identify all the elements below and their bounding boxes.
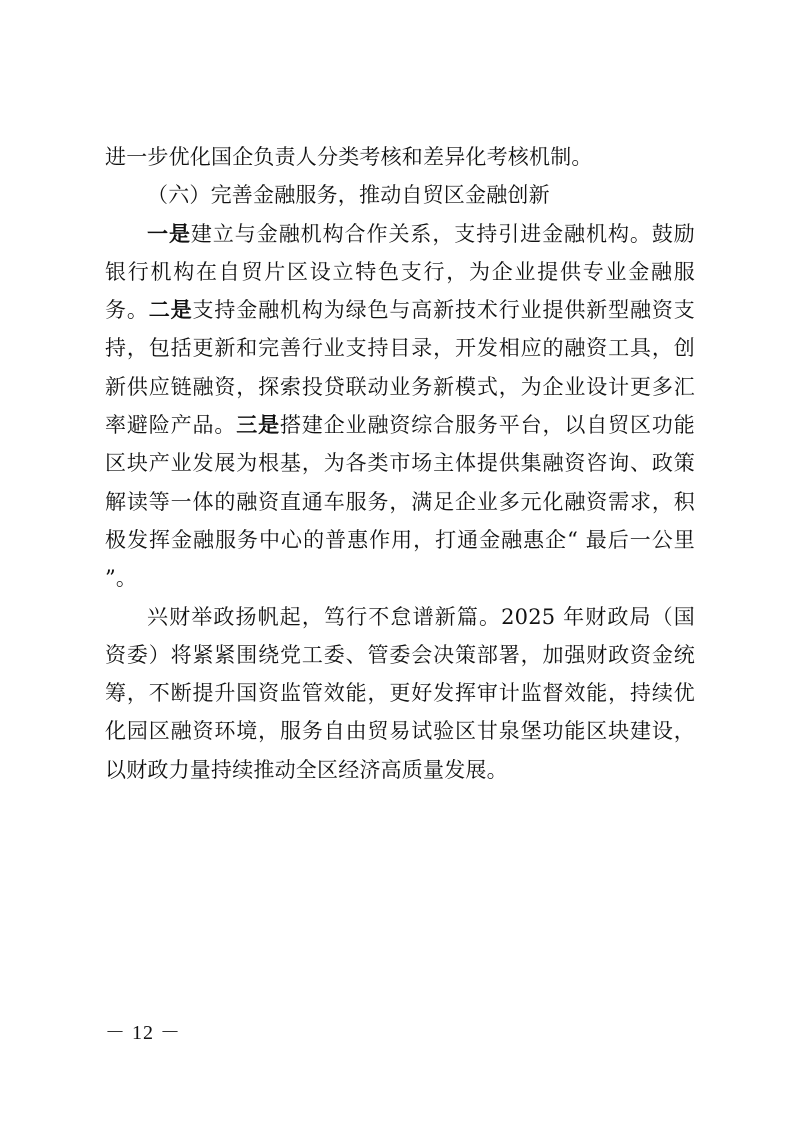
lead-first: 一是 [147, 221, 191, 246]
paragraph-text: 进一步优化国企负责人分类考核和差异化考核机制。 [105, 145, 593, 169]
lead-third: 三是 [236, 413, 281, 438]
paragraph-finance-measures [105, 215, 695, 598]
section-heading-text: （六）完善金融服务，推动自贸区金融创新 [147, 183, 550, 208]
measure-first-text: 建立与金融机构合作关系，支持引进金融机构。鼓励银行机构在自贸片区设立特色支行，为企业提供专业金融服务。 [105, 221, 695, 323]
conclusion-text: 兴财举政扬帆起，笃行不怠谱新篇。2025 年财政局（国资委）将紧紧围绕党工委、管委会决策部署，加强财政资金统筹，不断提升国资监管效能，更好发挥审计监督效能，持续优化园区融资环境，服务自由贸易试验区甘泉堡功能区块建设，以财政力量持续推动全区经济高质量发展。 [105, 604, 695, 782]
lead-second: 二是 [148, 298, 193, 323]
paragraph-conclusion [105, 598, 695, 789]
measure-third-text: 搭建企业融资综合服务平台，以自贸区功能区块产业发展为根基，为各类市场主体提供集融资咨询、政策解读等一体的融资直通车服务，满足企业多元化融资需求，积极发挥金融服务中心的普惠作用，打通金融惠企“ 最后一公里 ”。 [105, 413, 695, 591]
body-text [105, 138, 695, 789]
paragraph-continuation [105, 138, 695, 176]
page-number: － 12 － [105, 1022, 181, 1044]
measure-second-text: 支持金融机构为绿色与高新技术行业提供新型融资支持，包括更新和完善行业支持目录，开发相应的融资工具，创新供应链融资，探索投贷联动业务新模式，为企业设计更多汇率避险产品。 [105, 298, 696, 438]
section-heading [105, 176, 695, 214]
